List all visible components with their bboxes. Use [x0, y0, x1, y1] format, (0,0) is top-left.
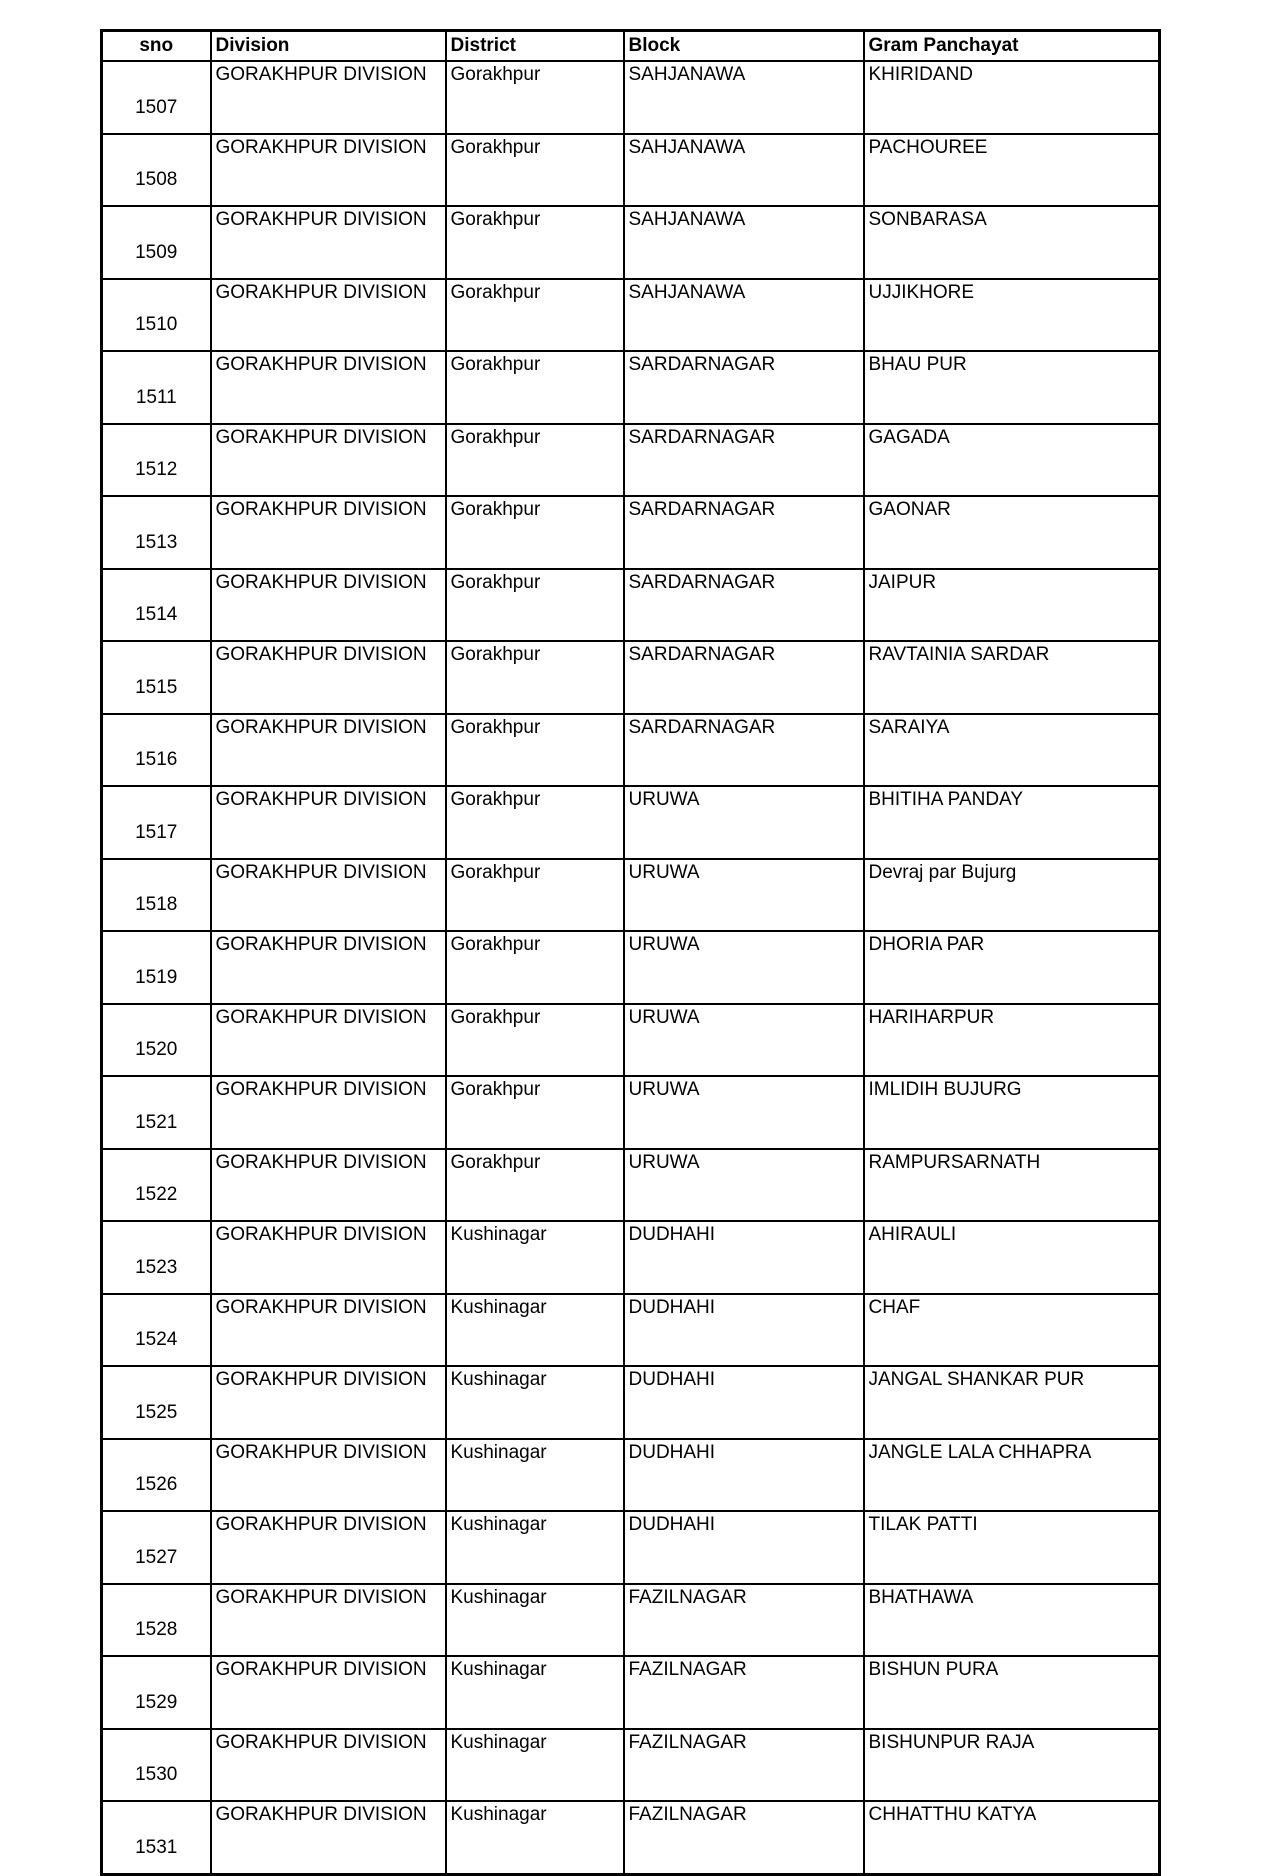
- cell-gram-panchayat: RAVTAINIA SARDAR: [864, 641, 1160, 714]
- cell-block: URUWA: [624, 1149, 864, 1222]
- cell-division: GORAKHPUR DIVISION: [211, 1511, 446, 1584]
- table-row: [102, 1584, 1160, 1657]
- cell-block: SAHJANAWA: [624, 279, 864, 352]
- table-row: [102, 279, 1160, 352]
- cell-sno: 1513: [102, 496, 211, 569]
- cell-gram-panchayat: BHATHAWA: [864, 1584, 1160, 1657]
- cell-division: GORAKHPUR DIVISION: [211, 641, 446, 714]
- cell-gram-panchayat: JANGAL SHANKAR PUR: [864, 1366, 1160, 1439]
- cell-district: Gorakhpur: [446, 1149, 624, 1222]
- cell-division: GORAKHPUR DIVISION: [211, 1294, 446, 1367]
- cell-division: GORAKHPUR DIVISION: [211, 1076, 446, 1149]
- document-page: [100, 29, 1161, 1876]
- table-row: [102, 1656, 1160, 1729]
- cell-district: Kushinagar: [446, 1294, 624, 1367]
- cell-gram-panchayat: Devraj par Bujurg: [864, 859, 1160, 932]
- cell-sno: 1516: [102, 714, 211, 787]
- cell-division: GORAKHPUR DIVISION: [211, 1584, 446, 1657]
- cell-division: GORAKHPUR DIVISION: [211, 206, 446, 279]
- table-body: [102, 61, 1160, 1874]
- cell-sno: 1519: [102, 931, 211, 1004]
- cell-district: Kushinagar: [446, 1729, 624, 1802]
- cell-block: SAHJANAWA: [624, 134, 864, 207]
- cell-division: GORAKHPUR DIVISION: [211, 714, 446, 787]
- cell-block: DUDHAHI: [624, 1294, 864, 1367]
- cell-gram-panchayat: CHAF: [864, 1294, 1160, 1367]
- cell-division: GORAKHPUR DIVISION: [211, 279, 446, 352]
- cell-district: Kushinagar: [446, 1366, 624, 1439]
- cell-block: DUDHAHI: [624, 1366, 864, 1439]
- cell-sno: 1507: [102, 61, 211, 134]
- cell-gram-panchayat: JANGLE LALA CHHAPRA: [864, 1439, 1160, 1512]
- cell-sno: 1510: [102, 279, 211, 352]
- table-row: [102, 1366, 1160, 1439]
- table-row: [102, 786, 1160, 859]
- cell-district: Gorakhpur: [446, 351, 624, 424]
- cell-division: GORAKHPUR DIVISION: [211, 134, 446, 207]
- table-row: [102, 1149, 1160, 1222]
- cell-sno: 1508: [102, 134, 211, 207]
- cell-block: URUWA: [624, 786, 864, 859]
- cell-gram-panchayat: GAONAR: [864, 496, 1160, 569]
- header-district: District: [446, 31, 624, 62]
- cell-division: GORAKHPUR DIVISION: [211, 1656, 446, 1729]
- cell-gram-panchayat: HARIHARPUR: [864, 1004, 1160, 1077]
- cell-sno: 1515: [102, 641, 211, 714]
- cell-district: Gorakhpur: [446, 206, 624, 279]
- cell-district: Gorakhpur: [446, 786, 624, 859]
- cell-district: Kushinagar: [446, 1656, 624, 1729]
- cell-block: DUDHAHI: [624, 1439, 864, 1512]
- table-row: [102, 206, 1160, 279]
- cell-gram-panchayat: UJJIKHORE: [864, 279, 1160, 352]
- cell-division: GORAKHPUR DIVISION: [211, 351, 446, 424]
- cell-block: SARDARNAGAR: [624, 714, 864, 787]
- cell-sno: 1517: [102, 786, 211, 859]
- header-sno: sno: [102, 31, 211, 62]
- table-row: [102, 134, 1160, 207]
- cell-block: DUDHAHI: [624, 1511, 864, 1584]
- gram-panchayat-table: [100, 29, 1161, 1876]
- header-row: [102, 31, 1160, 62]
- cell-division: GORAKHPUR DIVISION: [211, 1004, 446, 1077]
- header-block: Block: [624, 31, 864, 62]
- cell-division: GORAKHPUR DIVISION: [211, 61, 446, 134]
- cell-division: GORAKHPUR DIVISION: [211, 1149, 446, 1222]
- table-row: [102, 1439, 1160, 1512]
- cell-district: Gorakhpur: [446, 859, 624, 932]
- header-gram-panchayat: Gram Panchayat: [864, 31, 1160, 62]
- cell-sno: 1527: [102, 1511, 211, 1584]
- cell-block: SAHJANAWA: [624, 61, 864, 134]
- table-row: [102, 859, 1160, 932]
- cell-district: Gorakhpur: [446, 279, 624, 352]
- cell-gram-panchayat: TILAK PATTI: [864, 1511, 1160, 1584]
- cell-gram-panchayat: KHIRIDAND: [864, 61, 1160, 134]
- table-row: [102, 1801, 1160, 1874]
- table-row: [102, 1221, 1160, 1294]
- cell-block: SARDARNAGAR: [624, 641, 864, 714]
- cell-block: URUWA: [624, 859, 864, 932]
- cell-sno: 1528: [102, 1584, 211, 1657]
- cell-division: GORAKHPUR DIVISION: [211, 859, 446, 932]
- cell-gram-panchayat: BHITIHA PANDAY: [864, 786, 1160, 859]
- cell-sno: 1509: [102, 206, 211, 279]
- cell-block: FAZILNAGAR: [624, 1801, 864, 1874]
- table-row: [102, 1511, 1160, 1584]
- cell-gram-panchayat: AHIRAULI: [864, 1221, 1160, 1294]
- cell-district: Kushinagar: [446, 1801, 624, 1874]
- cell-sno: 1520: [102, 1004, 211, 1077]
- cell-division: GORAKHPUR DIVISION: [211, 569, 446, 642]
- cell-block: URUWA: [624, 1076, 864, 1149]
- table-row: [102, 1076, 1160, 1149]
- cell-gram-panchayat: JAIPUR: [864, 569, 1160, 642]
- cell-gram-panchayat: BHAU PUR: [864, 351, 1160, 424]
- cell-district: Gorakhpur: [446, 714, 624, 787]
- cell-gram-panchayat: PACHOUREE: [864, 134, 1160, 207]
- cell-division: GORAKHPUR DIVISION: [211, 1366, 446, 1439]
- table-row: [102, 61, 1160, 134]
- cell-gram-panchayat: IMLIDIH BUJURG: [864, 1076, 1160, 1149]
- cell-district: Gorakhpur: [446, 1076, 624, 1149]
- cell-sno: 1522: [102, 1149, 211, 1222]
- table-row: [102, 931, 1160, 1004]
- cell-district: Gorakhpur: [446, 1004, 624, 1077]
- cell-sno: 1524: [102, 1294, 211, 1367]
- cell-district: Gorakhpur: [446, 424, 624, 497]
- cell-gram-panchayat: CHHATTHU KATYA: [864, 1801, 1160, 1874]
- cell-district: Kushinagar: [446, 1511, 624, 1584]
- cell-sno: 1530: [102, 1729, 211, 1802]
- cell-sno: 1531: [102, 1801, 211, 1874]
- cell-district: Gorakhpur: [446, 569, 624, 642]
- cell-sno: 1518: [102, 859, 211, 932]
- cell-division: GORAKHPUR DIVISION: [211, 931, 446, 1004]
- cell-sno: 1525: [102, 1366, 211, 1439]
- cell-division: GORAKHPUR DIVISION: [211, 424, 446, 497]
- cell-district: Kushinagar: [446, 1221, 624, 1294]
- table-row: [102, 714, 1160, 787]
- cell-block: URUWA: [624, 931, 864, 1004]
- header-division: Division: [211, 31, 446, 62]
- table-header: [102, 31, 1160, 62]
- cell-division: GORAKHPUR DIVISION: [211, 1439, 446, 1512]
- cell-district: Gorakhpur: [446, 931, 624, 1004]
- cell-district: Kushinagar: [446, 1584, 624, 1657]
- table-row: [102, 351, 1160, 424]
- cell-block: SARDARNAGAR: [624, 496, 864, 569]
- cell-gram-panchayat: GAGADA: [864, 424, 1160, 497]
- cell-sno: 1521: [102, 1076, 211, 1149]
- cell-division: GORAKHPUR DIVISION: [211, 1221, 446, 1294]
- cell-district: Gorakhpur: [446, 496, 624, 569]
- cell-district: Gorakhpur: [446, 641, 624, 714]
- cell-block: SARDARNAGAR: [624, 424, 864, 497]
- cell-division: GORAKHPUR DIVISION: [211, 1729, 446, 1802]
- cell-gram-panchayat: SONBARASA: [864, 206, 1160, 279]
- cell-sno: 1514: [102, 569, 211, 642]
- cell-sno: 1511: [102, 351, 211, 424]
- cell-district: Gorakhpur: [446, 61, 624, 134]
- table-row: [102, 496, 1160, 569]
- cell-gram-panchayat: DHORIA PAR: [864, 931, 1160, 1004]
- table-row: [102, 1004, 1160, 1077]
- cell-district: Gorakhpur: [446, 134, 624, 207]
- cell-block: FAZILNAGAR: [624, 1656, 864, 1729]
- cell-block: SARDARNAGAR: [624, 351, 864, 424]
- table-row: [102, 1729, 1160, 1802]
- cell-district: Kushinagar: [446, 1439, 624, 1512]
- cell-block: URUWA: [624, 1004, 864, 1077]
- cell-gram-panchayat: SARAIYA: [864, 714, 1160, 787]
- cell-division: GORAKHPUR DIVISION: [211, 1801, 446, 1874]
- cell-division: GORAKHPUR DIVISION: [211, 496, 446, 569]
- cell-block: SAHJANAWA: [624, 206, 864, 279]
- cell-gram-panchayat: BISHUNPUR RAJA: [864, 1729, 1160, 1802]
- table-row: [102, 569, 1160, 642]
- cell-gram-panchayat: RAMPURSARNATH: [864, 1149, 1160, 1222]
- cell-block: SARDARNAGAR: [624, 569, 864, 642]
- cell-sno: 1529: [102, 1656, 211, 1729]
- cell-sno: 1526: [102, 1439, 211, 1512]
- cell-gram-panchayat: BISHUN PURA: [864, 1656, 1160, 1729]
- table-row: [102, 1294, 1160, 1367]
- cell-block: DUDHAHI: [624, 1221, 864, 1294]
- cell-sno: 1523: [102, 1221, 211, 1294]
- cell-block: FAZILNAGAR: [624, 1729, 864, 1802]
- cell-division: GORAKHPUR DIVISION: [211, 786, 446, 859]
- cell-block: FAZILNAGAR: [624, 1584, 864, 1657]
- table-row: [102, 424, 1160, 497]
- cell-sno: 1512: [102, 424, 211, 497]
- table-row: [102, 641, 1160, 714]
